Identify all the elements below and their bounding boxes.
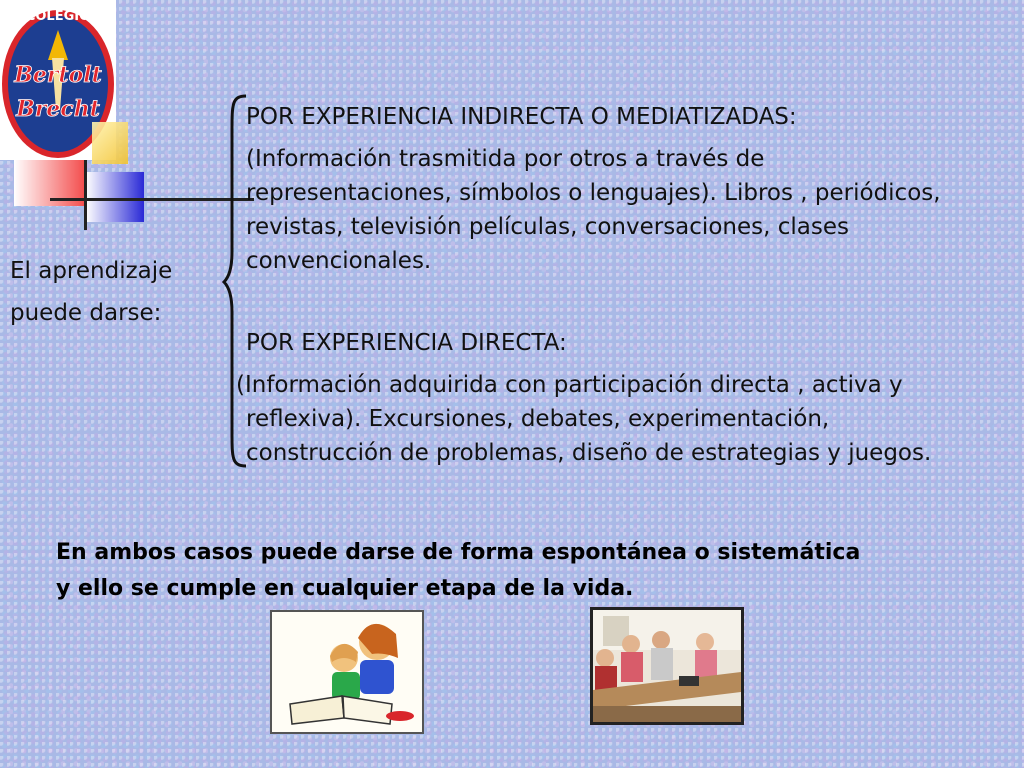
direct-line-3: construcción de problemas, diseño de estrategias y juegos. — [246, 440, 932, 466]
classroom-photo — [590, 607, 744, 725]
conclusion-line-2: y ello se cumple en cualquier etapa de la vida. — [56, 576, 634, 601]
direct-line-1: (Información adquirida con participación directa , activa y — [236, 372, 903, 398]
deco-square-yellow — [92, 122, 128, 164]
deco-square-blue — [86, 172, 144, 222]
indirect-title: POR EXPERIENCIA INDIRECTA O MEDIATIZADAS: — [246, 104, 797, 130]
logo-line2: Brecht — [16, 96, 100, 122]
indirect-line-3: revistas, televisión películas, conversaciones, clases — [246, 214, 849, 240]
indirect-line-1: (Información trasmitida por otros a través de — [246, 146, 765, 172]
logo-top-text: COLEGIO — [25, 9, 91, 24]
indirect-line-4: convencionales. — [246, 248, 432, 274]
deco-vertical-line — [84, 160, 87, 230]
indirect-line-2: representaciones, símbolos o lenguajes). Libros , periódicos, — [246, 180, 941, 206]
children-reading-image — [270, 610, 424, 734]
direct-title: POR EXPERIENCIA DIRECTA: — [246, 330, 567, 356]
left-text-line-1: El aprendizaje — [10, 258, 173, 284]
left-text-line-2: puede darse: — [10, 300, 162, 326]
conclusion-line-1: En ambos casos puede darse de forma espontánea o sistemática — [56, 540, 861, 565]
direct-line-2: reflexiva). Excursiones, debates, experimentación, — [246, 406, 830, 432]
logo-line1: Bertolt — [14, 62, 102, 88]
